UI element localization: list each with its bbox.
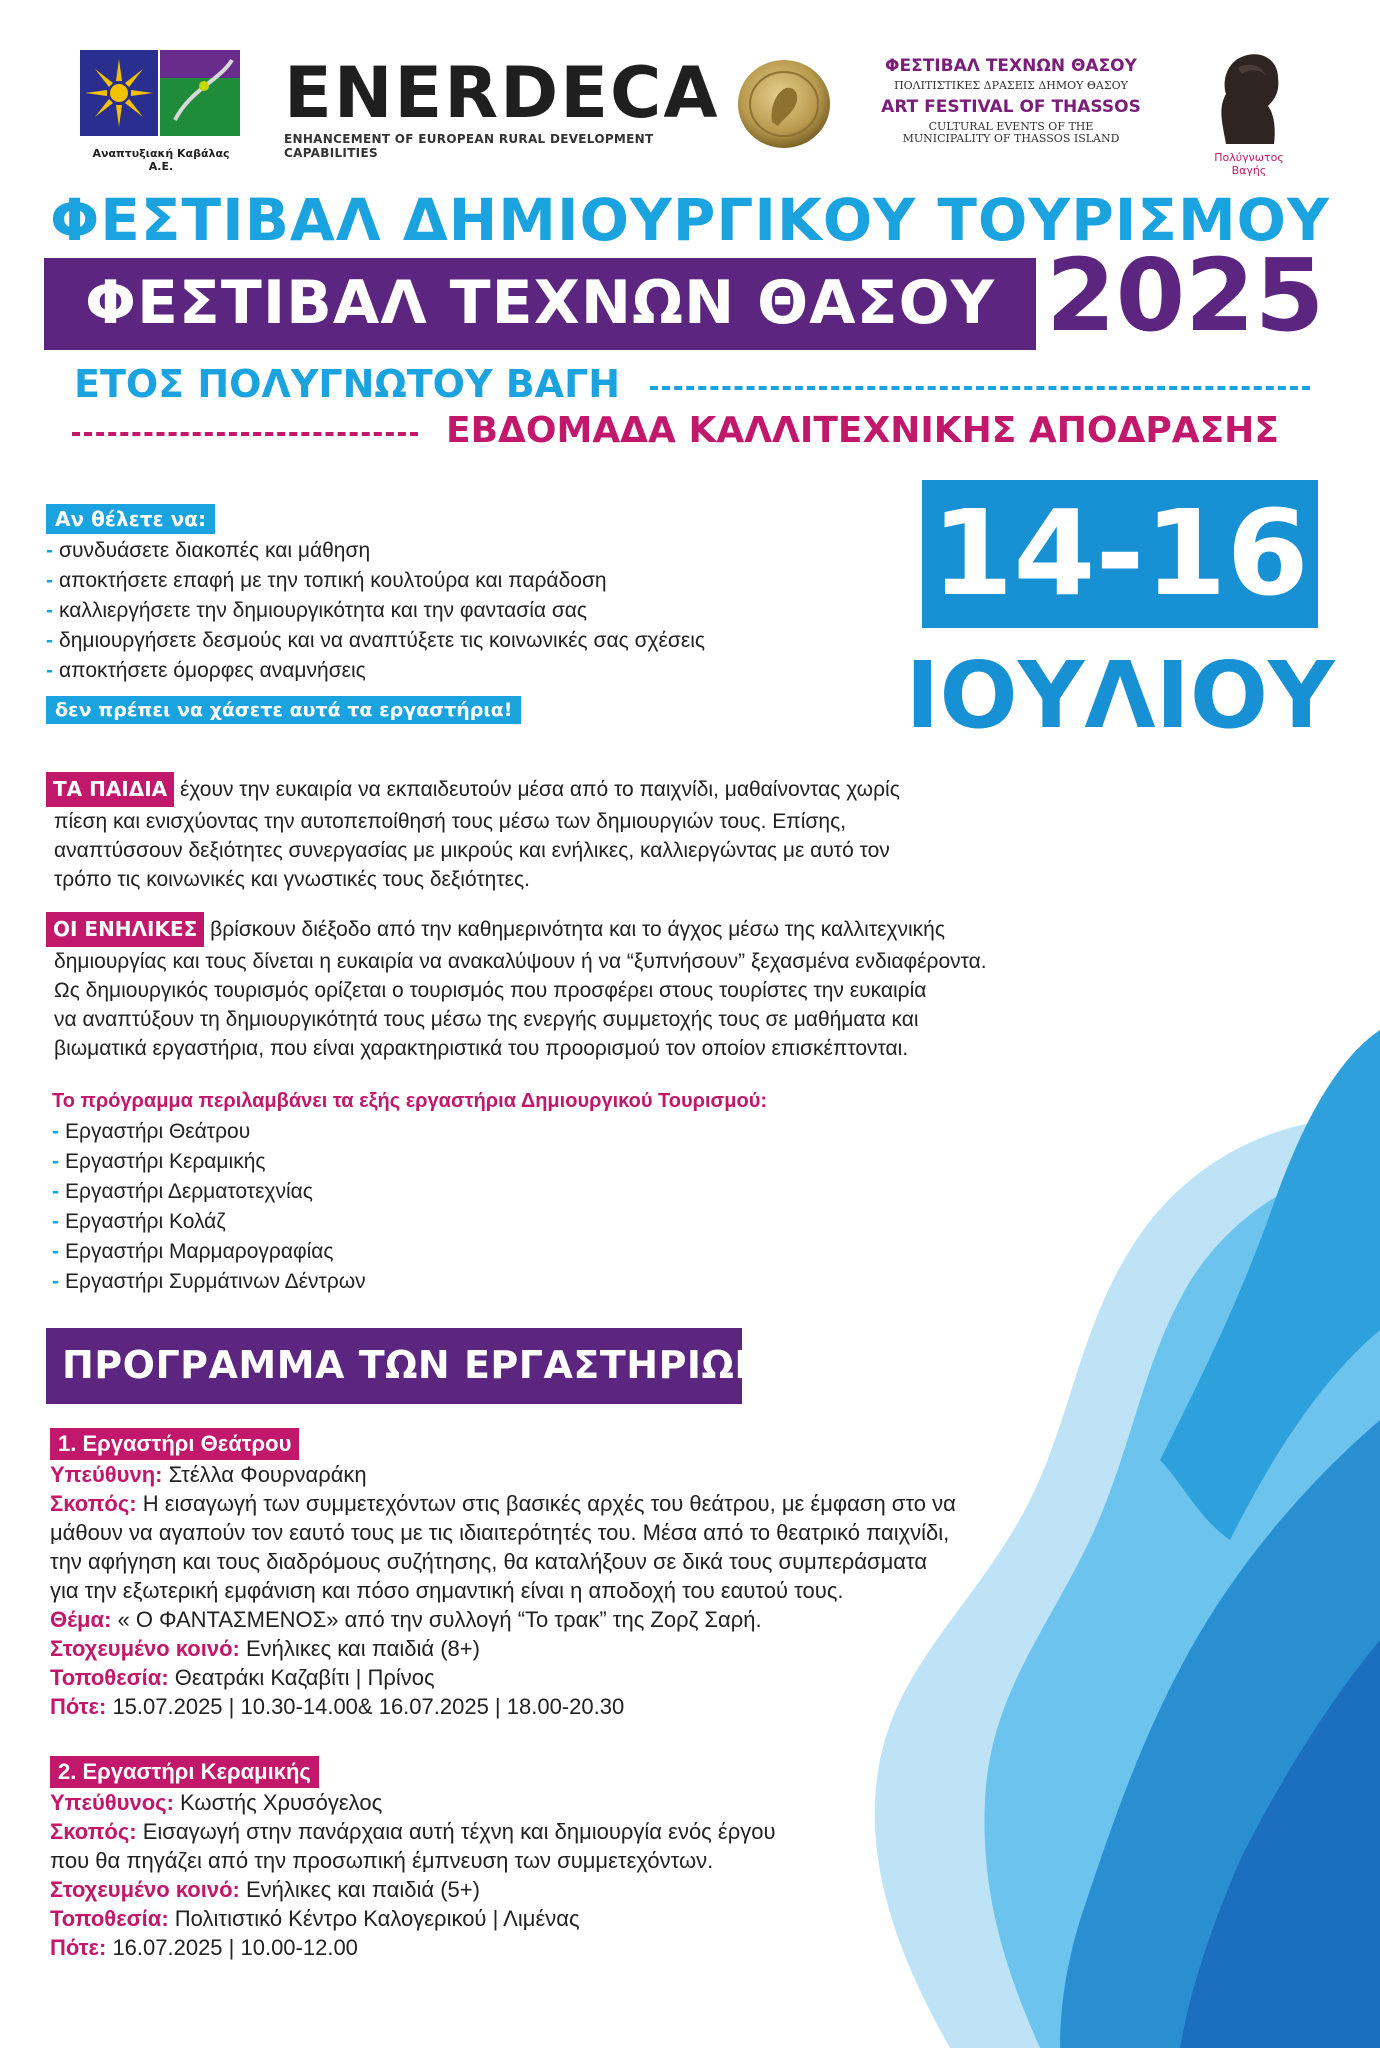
intro-section xyxy=(46,504,906,724)
workshop-responsible: Κωστής Χρυσόγελος xyxy=(180,1790,383,1815)
intro-item: - αποκτήσετε επαφή με την τοπική κουλτούρα και παράδοση xyxy=(46,569,607,592)
intro-item: - δημιουργήσετε δεσμούς και να αναπτύξετε τις κοινωνικές σας σχέσεις xyxy=(46,629,706,652)
dates-month: ΙΟΥΛΙΟΥ xyxy=(905,642,1335,749)
workshop-goal: Η εισαγωγή των συμμετεχόντων στις βασικές αρχές του θεάτρου, με έμφαση στο να xyxy=(142,1491,956,1516)
pink-dashed-line xyxy=(72,432,418,436)
adults-text-line: βρίσκουν διέξοδο από την καθημερινότητα και το άγχος μέσω της καλλιτεχνικής xyxy=(210,918,945,941)
coin-icon xyxy=(734,52,834,152)
children-text-line: έχουν την ευκαιρία να εκπαιδευτούν μέσα από το παιχνίδι, μαθαίνοντας χωρίς xyxy=(179,778,900,801)
festival-title: ΦΕΣΤΙΒΑΛ ΤΕΧΝΩΝ ΘΑΣΟΥ xyxy=(84,268,996,338)
schedule-title: ΠΡΟΓΡΑΜΜΑ ΤΩΝ ΕΡΓΑΣΤΗΡΙΩΝ xyxy=(62,1343,767,1387)
adults-text-line: δημιουργίας και τους δίνεται η ευκαιρία να ανακαλύψουν ή να “ξυπνήσουν” ξεχασμένα ενδιαφέροντα. xyxy=(54,950,987,973)
enerdeca-logo xyxy=(284,52,720,160)
festival-year: 2025 xyxy=(1046,237,1325,354)
children-section xyxy=(46,772,1246,894)
workshop-goal: μάθουν να αγαπούν τον εαυτό τους με τις ιδιαιτερότητές του. Μέσα από το θεατρικό παιχνίδι, xyxy=(50,1520,950,1545)
bust-logo xyxy=(1196,48,1302,177)
intro-item: - καλλιεργήσετε την δημιουργικότητα και την φαντασία σας xyxy=(46,599,588,622)
anaptyxiaki-logo xyxy=(80,50,242,173)
workshop-goal: για την εξωτερική εμφάνιση και πόσο σημαντική είναι η αποδοχή του εαυτού τους. xyxy=(50,1578,844,1603)
workshop-audience: Ενήλικες και παιδιά (8+) xyxy=(245,1636,480,1661)
program-item: - Εργαστήρι Δερματοτεχνίας xyxy=(52,1180,313,1203)
festival-logo-title-en: ART FESTIVAL OF THASSOS xyxy=(881,96,1141,117)
adults-text-line: Ως δημιουργικός τουρισμός ορίζεται ο τουρισμός που προσφέρει στους τουρίστες την ευκαιρία xyxy=(54,979,927,1002)
workshop-responsible: Στέλλα Φουρναράκη xyxy=(168,1462,367,1487)
intro-list xyxy=(46,536,906,686)
adults-section xyxy=(46,912,1286,1063)
adults-text-line: βιωματικά εργαστήρια, που είναι χαρακτηριστικά του προορισμού τον οποίον επισκέπτονται. xyxy=(54,1037,909,1060)
program-item: - Εργαστήρι Θεάτρου xyxy=(52,1120,251,1143)
workshop-location: Πολιτιστικό Κέντρο Καλογερικού | Λιμένας xyxy=(174,1906,580,1931)
children-text-line: τρόπο τις κοινωνικές και γνωστικές τους δεξιότητες. xyxy=(54,868,530,891)
anaptyxiaki-caption: Αναπτυξιακή Καβάλας Α.Ε. xyxy=(92,147,230,173)
enerdeca-subtitle: ENHANCEMENT OF EUROPEAN RURAL DEVELOPMENT CAPABILITIES xyxy=(284,132,654,160)
dates-days: 14-16 xyxy=(931,484,1309,622)
workshop-theme: « Ο ΦΑΝΤΑΣΜΕΝΟΣ» από την συλλογή “Το τρακ” της Ζορζ Σαρή. xyxy=(117,1607,762,1632)
program-list xyxy=(52,1117,1052,1297)
workshop-theatre: 1. Εργαστήρι Θεάτρου Υπεύθυνη: Στέλλα Φουρναράκη Σκοπός: Η εισαγωγή των συμμετεχόντων στις βασικές αρχές του θεάτρου, με έμφαση στο να μάθουν να αγαπούν τον εαυτό τους με τις ιδιαιτερότητές του. Μέσα από το θεατρικό παιχνίδι, την αφήγηση και τους διαδρόμους συζήτησης, θα καταλήξουν σε δικά τους συμπεράσματα για την εξωτερική εμφάνιση και πόσο σημαντική είναι η αποδοχή του εαυτού τους. Θέμα: « Ο ΦΑΝΤΑΣΜΕΝΟΣ» από την συλλογή “Το τρακ” της Ζορζ Σαρή. Στοχευμένο κοινό: Ενήλικες και παιδιά (8+) Τοποθεσία: Θεατράκι Καζαβίτι | Πρίνος Πότε: 15.07.2025 | 10.30-14.00& 16.07.2025 | 18.00-20.30 xyxy=(50,1428,1130,1721)
workshop-goal: που θα πηγάζει από την προσωπική έμπνευση των συμμετεχόντων. xyxy=(50,1848,714,1873)
cyan-dashed-line xyxy=(650,386,1310,390)
children-text-line: αναπτύσσουν δεξιότητες συνεργασίας με μικρούς και ενήλικες, καλλιεργώντας με αυτό τον xyxy=(54,839,890,862)
workshop-title: 1. Εργαστήρι Θεάτρου xyxy=(50,1428,299,1460)
main-title: ΦΕΣΤΙΒΑΛ ΔΗΜΙΟΥΡΓΙΚΟΥ ΤΟΥΡΙΣΜΟΥ xyxy=(50,186,1330,254)
program-heading: Το πρόγραμμα περιλαμβάνει τα εξής εργαστήρια Δημιουργικού Τουρισμού: xyxy=(52,1090,767,1112)
adults-text-line: να αναπτύξουν τη δημιουργικότητά τους μέσω της ενεργής συμμετοχής τους σε μαθήματα και xyxy=(54,1008,919,1031)
intro-item: - συνδυάσετε διακοπές και μάθηση xyxy=(46,539,371,562)
festival-logo-title: ΦΕΣΤΙΒΑΛ ΤΕΧΝΩΝ ΘΑΣΟΥ xyxy=(885,56,1137,76)
subtitle-year-of: ΕΤΟΣ ΠΟΛΥΓΝΩΤΟΥ ΒΑΓΗ xyxy=(74,362,621,406)
workshop-location: Θεατράκι Καζαβίτι | Πρίνος xyxy=(174,1665,435,1690)
workshop-goal: Εισαγωγή στην πανάρχαια αυτή τέχνη και δημιουργία ενός έργου xyxy=(142,1819,776,1844)
program-item: - Εργαστήρι Κολάζ xyxy=(52,1210,226,1233)
intro-closing: δεν πρέπει να χάσετε αυτά τα εργαστήρια! xyxy=(46,696,521,724)
subtitle-escape-week: ΕΒΔΟΜΑΔΑ ΚΑΛΛΙΤΕΧΝΙΚΗΣ ΑΠΟΔΡΑΣΗΣ xyxy=(446,410,1279,451)
bust-sculpture-icon xyxy=(1196,48,1302,144)
workshop-when: 15.07.2025 | 10.30-14.00& 16.07.2025 | 18.00-20.30 xyxy=(112,1694,625,1719)
enerdeca-wordmark: ENERDECA xyxy=(284,52,720,134)
children-text-line: πίεση και ενισχύοντας την αυτοπεποίθησή τους μέσω των δημιουργιών τους. Επίσης, xyxy=(54,810,847,833)
bust-caption: Πολύγνωτος Βαγής xyxy=(1214,151,1284,177)
program-item: - Εργαστήρι Συρμάτινων Δέντρων xyxy=(52,1270,366,1293)
workshop-audience: Ενήλικες και παιδιά (5+) xyxy=(245,1877,480,1902)
festival-logo-sub2: CULTURAL EVENTS OF THE MUNICIPALITY OF THASSOS ISLAND xyxy=(902,119,1120,146)
intro-tag: Αν θέλετε να: xyxy=(46,504,215,534)
art-festival-logo xyxy=(866,56,1156,146)
program-section xyxy=(52,1090,1052,1297)
ancient-coin-logo xyxy=(734,52,834,157)
workshop-title: 2. Εργαστήρι Κεραμικής xyxy=(50,1756,319,1788)
festival-logo-sub1: ΠΟΛΙΤΙΣΤΙΚΕΣ ΔΡΑΣΕΙΣ ΔΗΜΟΥ ΘΑΣΟΥ xyxy=(894,79,1128,92)
workshop-ceramics: 2. Εργαστήρι Κεραμικής Υπεύθυνος: Κωστής Χρυσόγελος Σκοπός: Εισαγωγή στην πανάρχαια αυτή τέχνη και δημιουργία ενός έργου που θα πηγάζει από την προσωπική έμπνευση των συμμετεχόντων. Στοχευμένο κοινό: Ενήλικες και παιδιά (5+) Τοποθεσία: Πολιτιστικό Κέντρο Καλογερικού | Λιμένας Πότε: 16.07.2025 | 10.00-12.00 xyxy=(50,1756,1050,1962)
workshop-goal: την αφήγηση και τους διαδρόμους συζήτησης, θα καταλήξουν σε δικά τους συμπεράσματα xyxy=(50,1549,928,1574)
children-tag: ΤΑ ΠΑΙΔΙΑ xyxy=(46,772,174,807)
workshop-when: 16.07.2025 | 10.00-12.00 xyxy=(112,1935,358,1960)
intro-item: - αποκτήσετε όμορφες αναμνήσεις xyxy=(46,659,366,682)
vergina-sun-icon xyxy=(80,50,240,138)
program-item: - Εργαστήρι Κεραμικής xyxy=(52,1150,266,1173)
program-item: - Εργαστήρι Μαρμαρογραφίας xyxy=(52,1240,334,1263)
adults-tag: ΟΙ ΕΝΗΛΙΚΕΣ xyxy=(46,912,204,947)
